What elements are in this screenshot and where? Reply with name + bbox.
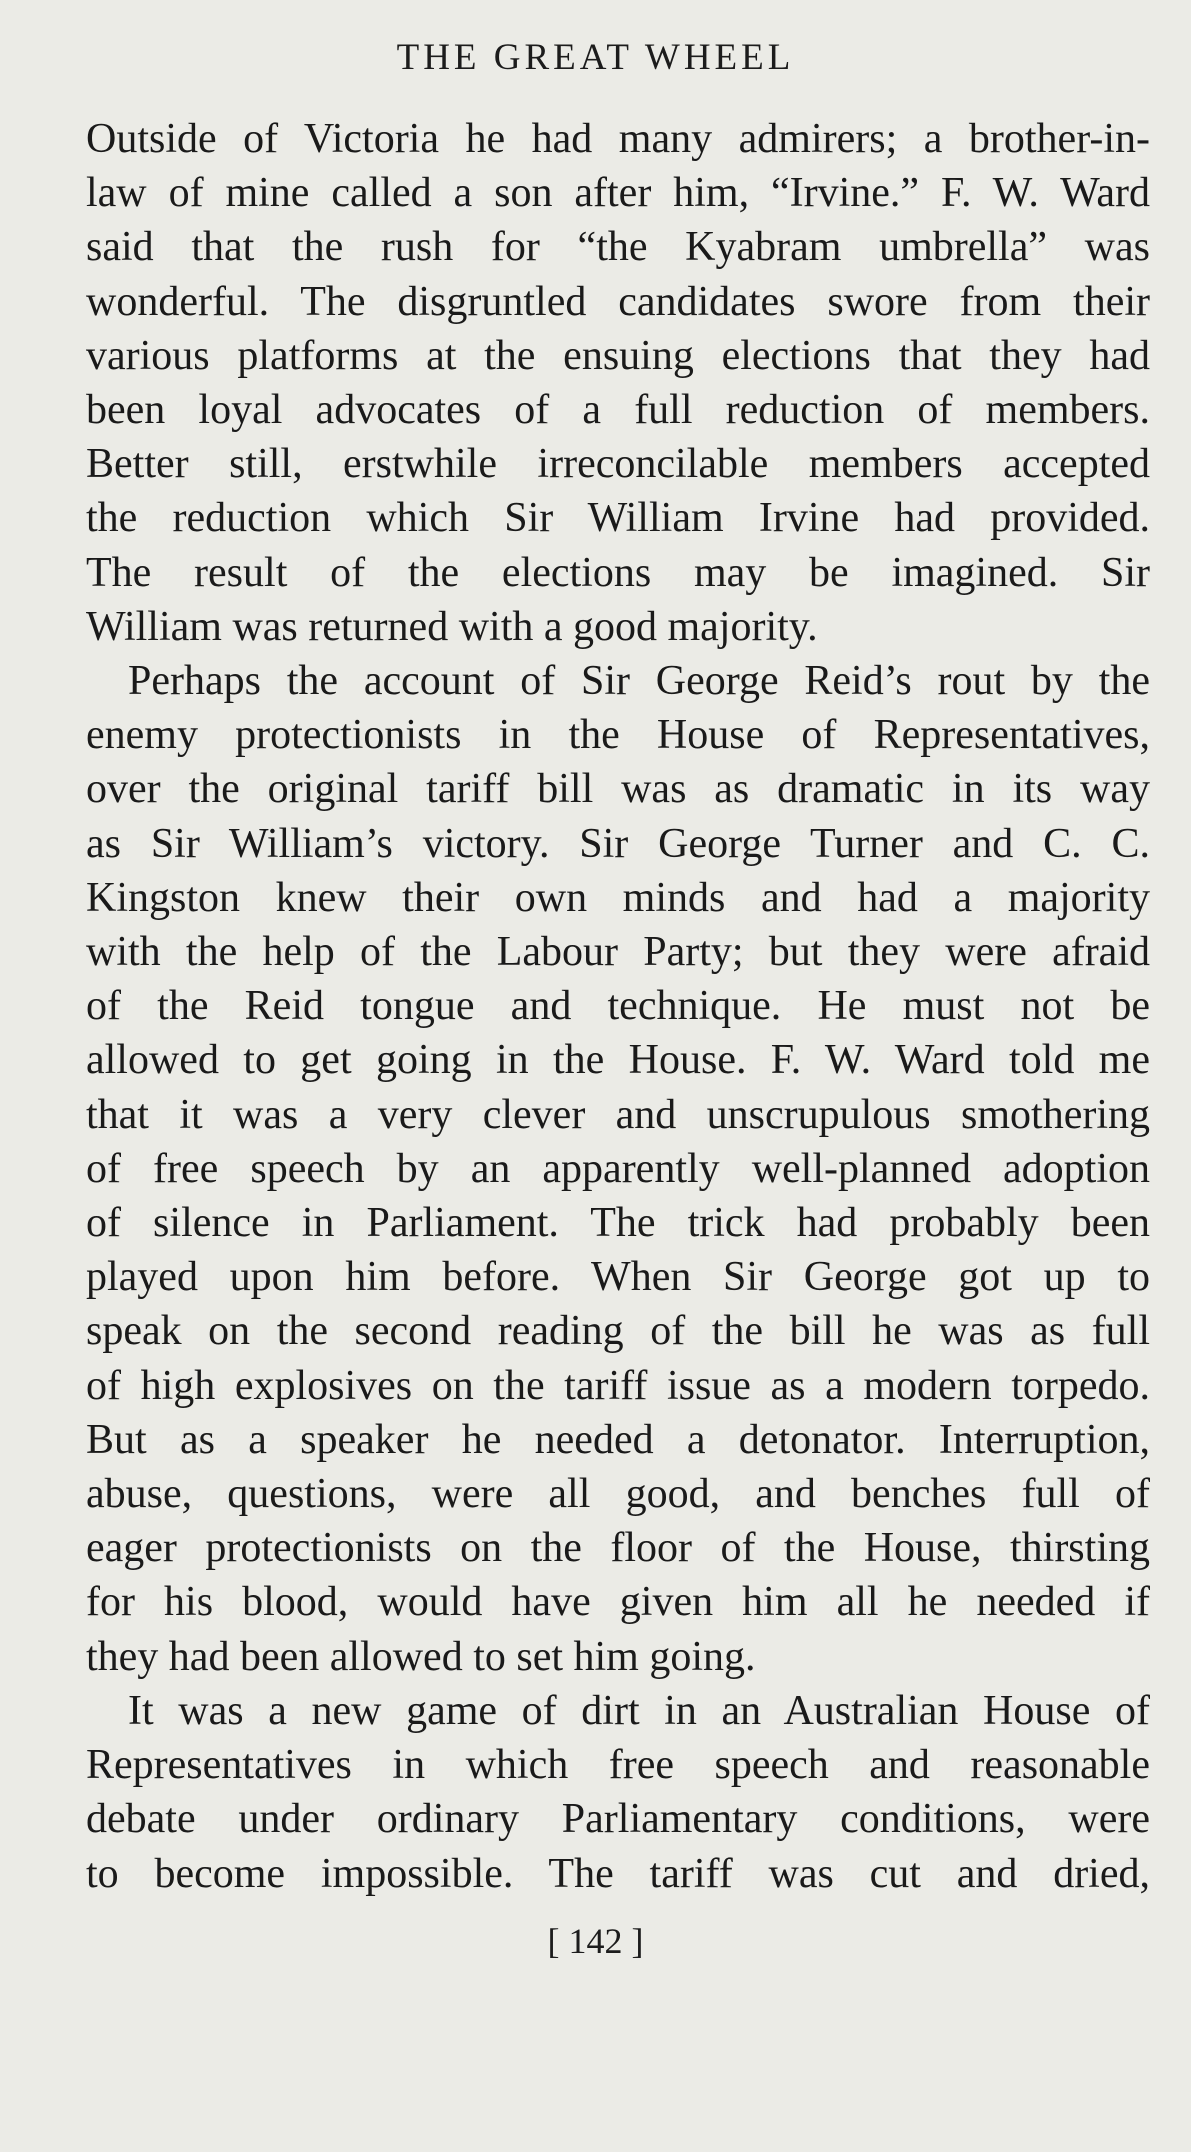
running-head: THE GREAT WHEEL	[396, 37, 795, 78]
text-line: as Sir William’s victory. Sir George Turner and C. C.	[86, 820, 1150, 867]
text-line: that it was a very clever and unscrupulous smothering	[86, 1091, 1150, 1138]
paragraph-1	[86, 112, 1150, 654]
paragraph-2	[86, 654, 1150, 1684]
text-line: over the original tariff bill was as dramatic in its way	[86, 766, 1150, 813]
text-line: for his blood, would have given him all he needed if	[86, 1579, 1150, 1626]
page-number: [ 142 ]	[547, 1921, 644, 1961]
text-line: It was a new game of dirt in an Australian House of	[128, 1687, 1150, 1734]
text-line: of free speech by an apparently well-planned adoption	[86, 1145, 1150, 1192]
text-line: of silence in Parliament. The trick had probably been	[86, 1200, 1150, 1247]
text-line: they had been allowed to set him going.	[86, 1633, 756, 1680]
text-line: various platforms at the ensuing elections that they had	[86, 332, 1150, 379]
text-line: William was returned with a good majority.	[86, 603, 818, 650]
text-line: allowed to get going in the House. F. W. Ward told me	[86, 1037, 1150, 1084]
text-line: law of mine called a son after him, “Irvine.” F. W. Ward	[86, 170, 1150, 217]
text-line: abuse, questions, were all good, and benches full of	[86, 1471, 1150, 1518]
paragraph-3	[86, 1684, 1150, 1901]
text-line: eager protectionists on the floor of the House, thirsting	[86, 1525, 1150, 1572]
text-line: been loyal advocates of a full reduction of members.	[86, 387, 1150, 434]
text-line: Perhaps the account of Sir George Reid’s rout by the	[128, 658, 1150, 705]
text-line: Better still, erstwhile irreconcilable members accepted	[86, 441, 1150, 488]
text-line: of the Reid tongue and technique. He must not be	[86, 983, 1150, 1030]
text-line: wonderful. The disgruntled candidates swore from their	[86, 278, 1150, 325]
text-line: with the help of the Labour Party; but they were afraid	[86, 929, 1150, 976]
text-line: played upon him before. When Sir George got up to	[86, 1254, 1150, 1301]
text-line: The result of the elections may be imagined. Sir	[86, 549, 1150, 596]
text-line: speak on the second reading of the bill he was as full	[86, 1308, 1150, 1355]
text-line: But as a speaker he needed a detonator. Interruption,	[86, 1416, 1150, 1463]
text-line: to become impossible. The tariff was cut and dried,	[86, 1850, 1150, 1897]
body-text	[86, 112, 1150, 1901]
text-line: enemy protectionists in the House of Representatives,	[86, 712, 1150, 759]
text-line: Representatives in which free speech and reasonable	[86, 1742, 1150, 1789]
text-line: Outside of Victoria he had many admirers; a brother-in-	[86, 116, 1150, 162]
text-line: of high explosives on the tariff issue as a modern torpedo.	[86, 1362, 1150, 1409]
text-line: said that the rush for “the Kyabram umbrella” was	[86, 224, 1150, 271]
text-line: the reduction which Sir William Irvine had provided.	[86, 495, 1150, 542]
text-line: debate under ordinary Parliamentary conditions, were	[86, 1796, 1150, 1843]
text-line: Kingston knew their own minds and had a majority	[86, 874, 1150, 921]
